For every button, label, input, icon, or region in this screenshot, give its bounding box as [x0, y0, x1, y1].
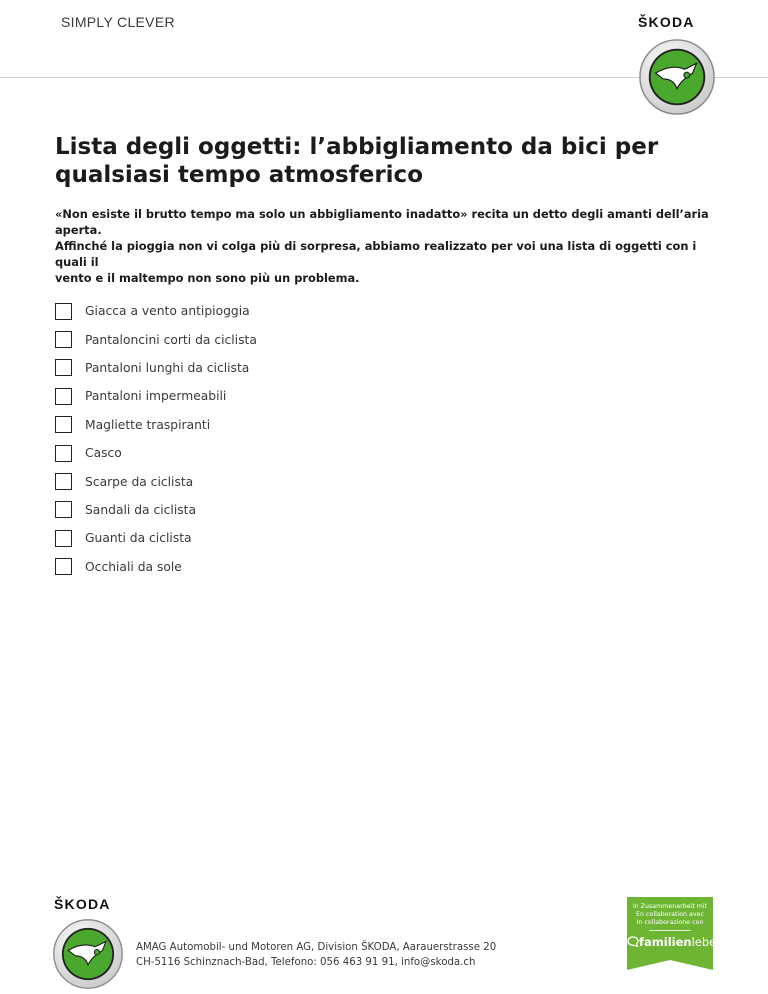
tagline: SIMPLY CLEVER — [61, 14, 175, 30]
checklist-item-label: Giacca a vento antipioggia — [85, 304, 250, 319]
checklist-item — [55, 439, 257, 467]
speech-q-icon — [627, 936, 639, 947]
badge-divider — [649, 930, 691, 931]
title-line-1: Lista degli oggetti: l’abbigliamento da bici per — [55, 134, 659, 160]
checkbox[interactable] — [55, 473, 72, 490]
document-title — [55, 133, 695, 189]
checklist-item-label: Pantaloncini corti da ciclista — [85, 332, 257, 347]
partner-badge — [627, 897, 724, 970]
badge-caption — [627, 903, 713, 927]
checkbox[interactable] — [55, 530, 72, 547]
footer-address-line-1: AMAG Automobil- und Motoren AG, Division ŠKODA, Aarauerstrasse 20 — [136, 942, 497, 953]
checkbox[interactable] — [55, 303, 72, 320]
footer-brand-wordmark: ŠKODA — [54, 896, 111, 912]
checklist — [55, 297, 257, 581]
checklist-item-label: Scarpe da ciclista — [85, 474, 194, 489]
checklist-item-label: Occhiali da sole — [85, 559, 182, 574]
badge-brand-bold: familien — [639, 935, 692, 949]
footer-address-line-2: CH-5116 Schinznach-Bad, Telefono: 056 463 91 91, info@skoda.ch — [136, 957, 476, 968]
checklist-item-label: Sandali da ciclista — [85, 502, 197, 517]
badge-line-1: In Zusammenarbeit mit — [632, 903, 708, 910]
checklist-item-label: Magliette traspiranti — [85, 417, 211, 432]
checklist-item-label: Pantaloni lunghi da ciclista — [85, 360, 250, 375]
checkbox[interactable] — [55, 445, 72, 462]
checklist-item-label: Guanti da ciclista — [85, 531, 192, 546]
checklist-item-label: Pantaloni impermeabili — [85, 389, 227, 404]
checkbox[interactable] — [55, 416, 72, 433]
checklist-item — [55, 553, 257, 581]
brand-wordmark: ŠKODA — [638, 14, 695, 30]
checklist-item — [55, 382, 257, 410]
checklist-item — [55, 496, 257, 524]
badge-brand-light: leben — [691, 935, 724, 949]
checkbox[interactable] — [55, 388, 72, 405]
checklist-item-label: Casco — [85, 446, 122, 461]
skoda-logo-icon — [52, 918, 124, 990]
title-line-2: qualsiasi tempo atmosferico — [55, 162, 423, 188]
badge-line-3: In collaborazione con — [636, 919, 704, 926]
checklist-item — [55, 325, 257, 353]
checkbox[interactable] — [55, 501, 72, 518]
badge-brand — [627, 935, 724, 949]
intro-paragraph — [55, 206, 727, 286]
checklist-item — [55, 297, 257, 325]
checklist-item — [55, 354, 257, 382]
intro-line-1: «Non esiste il brutto tempo ma solo un abbigliamento inadatto» recita un detto degli amanti dell’aria aperta. — [55, 207, 709, 237]
checklist-item — [55, 411, 257, 439]
checkbox[interactable] — [55, 558, 72, 575]
checkbox[interactable] — [55, 359, 72, 376]
intro-line-3: vento e il maltempo non sono più un problema. — [55, 271, 360, 285]
checkbox[interactable] — [55, 331, 72, 348]
checklist-item — [55, 467, 257, 495]
intro-line-2: Affinché la pioggia non vi colga più di sorpresa, abbiamo realizzato per voi una lista di oggetti con i quali il — [55, 239, 697, 269]
checklist-item — [55, 524, 257, 552]
badge-line-2: En collaboration avec — [636, 911, 704, 918]
skoda-logo-icon — [638, 38, 716, 116]
footer-address — [136, 940, 496, 970]
